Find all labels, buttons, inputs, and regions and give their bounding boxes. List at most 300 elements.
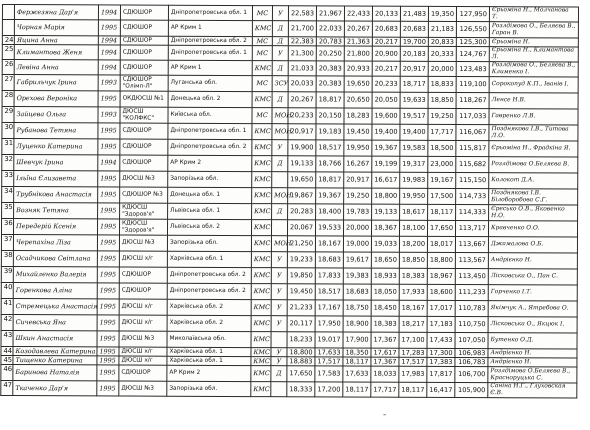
organization-cell: ОКДЮСШ №1: [120, 91, 168, 107]
athlete-name-cell: Стремецька Анастасія: [13, 299, 97, 315]
organization-cell: СДЮШОР "Олімп-Л": [120, 75, 168, 91]
score-1-cell: 17,650: [287, 366, 315, 382]
total-score-cell: 127,950: [456, 6, 489, 21]
total-score-cell: 111,233: [455, 284, 488, 300]
row-number-cell: 26: [2, 60, 14, 75]
athlete-name-cell: Горенкова Аліна: [13, 283, 97, 299]
score-2-cell: 17,950: [315, 316, 343, 332]
region-cell: Донецька обл. 2: [168, 91, 252, 107]
region-cell: АР Крим 1: [168, 20, 252, 36]
birth-year-cell: 1995: [98, 187, 120, 203]
athlete-name-cell: Трубнікова Анастасія: [14, 187, 98, 203]
score-1-cell: 18,800: [287, 348, 315, 357]
score-2-cell: 20,383: [316, 76, 344, 92]
score-2-cell: 20,150: [316, 108, 344, 124]
score-5-cell: 19,583: [400, 140, 428, 156]
rank-cell: КМС: [252, 156, 272, 172]
score-6-cell: 17,183: [427, 316, 455, 332]
score-6-cell: 17,383: [427, 357, 455, 366]
athlete-name-cell: Зайцева Ольга: [14, 107, 98, 123]
athlete-name-cell: Левіна Анна: [14, 60, 98, 75]
score-3-cell: 19,950: [344, 140, 372, 156]
coach-cell: Бутенко О.Д.: [488, 333, 577, 349]
score-6-cell: 18,833: [428, 76, 456, 92]
coach-cell: Єрьоміна Н., Фрадкіна Я.: [489, 141, 578, 157]
athlete-name-cell: Чорная Марія: [14, 20, 98, 36]
score-1-cell: 21,233: [287, 300, 315, 316]
score-2-cell: 20,783: [316, 37, 344, 46]
total-score-cell: 117,033: [456, 108, 489, 124]
score-4-cell: 19,033: [371, 236, 399, 252]
score-4-cell: 17,617: [371, 348, 399, 357]
score-6-cell: 18,967: [427, 268, 455, 284]
row-number-cell: 44: [1, 346, 13, 355]
birth-year-cell: 1995: [98, 203, 120, 219]
total-score-cell: 125,300: [456, 37, 489, 46]
score-1-cell: 18,233: [287, 332, 315, 348]
athlete-name-cell: Фержезяна Дар'я: [14, 5, 98, 20]
athlete-name-cell: Передерій Ксенія: [13, 219, 97, 235]
coach-cell: Ленсе Н.В.: [489, 93, 578, 109]
athlete-name-cell: Габрильчук Ірина: [14, 75, 98, 91]
score-3-cell: 18,117: [343, 382, 371, 397]
region-cell: Дніпропетровська обл. 2: [168, 36, 252, 45]
score-4-cell: 20,233: [372, 76, 400, 92]
category-cell: Д: [272, 204, 288, 220]
score-5-cell: 18,217: [399, 316, 427, 332]
score-3-cell: 19,000: [343, 236, 371, 252]
region-cell: Миколаївська обл.: [167, 331, 251, 347]
row-number-cell: 35: [2, 203, 14, 219]
organization-cell: СДЮШОР: [120, 36, 168, 45]
score-3-cell: 19,250: [344, 188, 372, 204]
score-5-cell: 17,283: [399, 348, 427, 357]
category-cell: У: [271, 357, 287, 366]
category-cell: [272, 172, 288, 188]
category-cell: [271, 382, 287, 397]
birth-year-cell: 1995: [97, 331, 119, 347]
region-cell: Харківська обл. 1: [167, 356, 251, 365]
score-5-cell: 19,983: [400, 172, 428, 188]
rank-cell: КМС: [251, 332, 271, 348]
coach-cell: Єрьоміна Н., Климантова Л.: [489, 47, 578, 62]
athlete-name-cell: Яцина Анна: [14, 36, 98, 45]
total-score-cell: 119,100: [456, 76, 489, 92]
score-1-cell: 21,033: [288, 61, 316, 76]
total-score-cell: 110,750: [455, 316, 488, 332]
region-cell: Запорізька обл.: [167, 235, 251, 251]
category-cell: Д: [271, 366, 287, 382]
score-3-cell: 19,783: [344, 204, 372, 220]
rank-cell: КМС: [251, 348, 271, 357]
score-5-cell: 18,100: [399, 220, 427, 236]
score-6-cell: 20,000: [428, 61, 456, 76]
region-cell: Луганська обл.: [168, 75, 252, 91]
score-3-cell: 17,633: [343, 366, 371, 382]
birth-year-cell: 1994: [98, 36, 120, 45]
score-3-cell: 19,383: [343, 268, 371, 284]
score-6-cell: 20,833: [428, 37, 456, 46]
rank-cell: КМС: [251, 366, 271, 382]
score-6-cell: 23,000: [428, 156, 456, 172]
organization-cell: ДЮСШ "КОЛФКС": [120, 107, 168, 123]
score-1-cell: 18,883: [287, 357, 315, 366]
score-4-cell: 20,217: [372, 61, 400, 76]
row-number-cell: 37: [1, 234, 13, 250]
region-cell: Харківська обл. 1: [167, 251, 251, 267]
score-1-cell: 19,450: [287, 284, 315, 300]
score-2-cell: 17,200: [315, 382, 343, 397]
category-cell: У: [272, 140, 288, 156]
organization-cell: СДЮШОР: [120, 45, 168, 60]
organization-cell: СДЮШОР: [119, 267, 167, 283]
score-4-cell: 18,050: [371, 284, 399, 300]
score-5-cell: 17,933: [399, 284, 427, 300]
region-cell: Львівська обл. 1: [168, 203, 252, 219]
coach-cell: Горченко І.Т.: [488, 285, 577, 301]
score-3-cell: 22,433: [344, 6, 372, 21]
score-6-cell: 18,500: [428, 140, 456, 156]
rank-cell: МС: [252, 46, 272, 61]
score-2-cell: 18,817: [316, 92, 344, 108]
score-3-cell: 17,900: [343, 332, 371, 348]
rank-cell: КМС: [252, 204, 272, 220]
total-score-cell: 114,333: [456, 204, 489, 220]
coach-cell: Єрьоміна Н.: [489, 38, 578, 47]
region-cell: Київська обл.: [168, 107, 252, 123]
score-6-cell: 18,117: [428, 204, 456, 220]
page-mark: -: [383, 410, 387, 420]
score-3-cell: 21,363: [344, 37, 372, 46]
rank-cell: КМС: [251, 300, 271, 316]
organization-cell: ДЮСШ №3: [119, 331, 167, 347]
birth-year-cell: 1994: [98, 155, 120, 171]
score-4-cell: 20,217: [372, 37, 400, 46]
total-score-cell: 116,067: [456, 124, 489, 140]
row-number-cell: 39: [1, 266, 13, 282]
score-2-cell: 17,833: [315, 268, 343, 284]
row-number-cell: 31: [2, 139, 14, 155]
score-3-cell: 20,650: [344, 92, 372, 108]
birth-year-cell: 1995: [97, 283, 119, 299]
category-cell: [271, 220, 287, 236]
athlete-name-cell: Черепахіна Ліза: [13, 235, 97, 251]
region-cell: Харківська обл. 1: [167, 347, 251, 356]
score-2-cell: 20,250: [316, 46, 344, 61]
coach-cell: Позднякова І.В., Титова Л.О.: [489, 125, 578, 141]
category-cell: ЗСУ: [272, 76, 288, 92]
rank-cell: КМС: [252, 188, 272, 204]
category-cell: У: [272, 6, 288, 21]
organization-cell: СДЮШОР: [120, 60, 168, 75]
birth-year-cell: 1993: [98, 107, 120, 123]
birth-year-cell: 1995: [97, 356, 119, 365]
score-1-cell: 20,267: [288, 92, 316, 108]
score-5-cell: 18,200: [399, 236, 427, 252]
score-1-cell: 18,333: [287, 382, 315, 397]
rank-cell: КМС: [251, 284, 271, 300]
score-1-cell: 21,250: [287, 236, 315, 252]
athlete-name-cell: Ткаченко Дар'я: [13, 381, 97, 396]
category-cell: МОН: [272, 108, 288, 124]
region-cell: Дніпропетровська обл. 1: [168, 123, 252, 139]
score-6-cell: 17,300: [427, 348, 455, 357]
region-cell: Дніпропетровська обл. 2: [167, 283, 251, 299]
organization-cell: ДЮСШ х/г: [119, 356, 167, 365]
score-1-cell: 19,233: [287, 252, 315, 268]
score-3-cell: 20,267: [344, 21, 372, 37]
total-score-cell: 105,900: [455, 382, 488, 397]
score-4-cell: 18,450: [371, 300, 399, 316]
region-cell: Дніпропетровська обл. 1: [168, 5, 252, 20]
score-2-cell: 17,517: [315, 357, 343, 366]
row-number-cell: 32: [2, 155, 14, 171]
score-4-cell: 18,367: [371, 220, 399, 236]
region-cell: Запорізька обл.: [167, 381, 251, 396]
coach-cell: Єрьоміна Н., Молчанова Т.: [489, 7, 578, 22]
score-1-cell: 19,133: [288, 156, 316, 172]
score-2-cell: 22,033: [316, 21, 344, 37]
score-5-cell: 18,383: [399, 268, 427, 284]
score-5-cell: 19,517: [400, 108, 428, 124]
score-4-cell: 18,033: [371, 366, 399, 382]
rank-cell: КМС: [252, 172, 272, 188]
score-3-cell: 18,350: [343, 348, 371, 357]
region-cell: Львівська обл. 2: [167, 219, 251, 235]
row-number-cell: 30: [2, 123, 14, 139]
organization-cell: СДЮШОР: [119, 283, 167, 299]
score-1-cell: 22,583: [288, 6, 316, 21]
row-number-cell: 40: [1, 282, 13, 298]
score-6-cell: 17,500: [428, 188, 456, 204]
coach-cell: Якімчук А., Ятребова О.: [488, 301, 577, 317]
row-number-cell: 42: [1, 314, 13, 330]
region-cell: Дніпропетровська обл. 2: [167, 267, 251, 283]
category-cell: У: [272, 46, 288, 61]
score-2-cell: 18,766: [316, 156, 344, 172]
total-score-cell: 115,682: [456, 156, 489, 172]
region-cell: Запорізька обл.: [168, 171, 252, 187]
organization-cell: ДЮСШ х/г: [119, 251, 167, 267]
total-score-cell: 124,767: [456, 46, 489, 61]
coach-cell: Розлдімова О., Беляєва В., Клименко І.: [489, 62, 578, 77]
score-2-cell: 18,167: [315, 236, 343, 252]
score-3-cell: 18,900: [343, 316, 371, 332]
rank-cell: КМС: [252, 124, 272, 140]
region-cell: Дніпропетровська обл. 1: [168, 45, 252, 60]
birth-year-cell: 1995: [97, 299, 119, 315]
score-1-cell: 21,300: [288, 46, 316, 61]
score-6-cell: 17,717: [428, 124, 456, 140]
category-cell: МОН: [272, 188, 288, 204]
score-6-cell: 17,650: [427, 220, 455, 236]
organization-cell: СДЮШОР: [120, 123, 168, 139]
score-1-cell: 20,067: [287, 220, 315, 236]
total-score-cell: 113,567: [455, 252, 488, 268]
score-2-cell: 19,183: [316, 124, 344, 140]
birth-year-cell: 1995: [97, 381, 119, 396]
rank-cell: КМС: [252, 61, 272, 76]
category-cell: [271, 332, 287, 348]
coach-cell: Кравченко О.О.: [488, 221, 577, 237]
score-2-cell: 18,683: [315, 252, 343, 268]
score-2-cell: 19,017: [315, 332, 343, 348]
score-5-cell: 18,167: [399, 300, 427, 316]
score-4-cell: 18,800: [372, 188, 400, 204]
score-1-cell: 22,383: [288, 37, 316, 46]
table-row: [1, 380, 577, 398]
score-5-cell: 19,950: [400, 188, 428, 204]
total-score-cell: 106,983: [455, 348, 488, 357]
coach-cell: Лісковська О., Якцюк І.: [488, 317, 577, 333]
score-5-cell: 19,400: [400, 124, 428, 140]
rank-cell: МС: [252, 37, 272, 46]
score-1-cell: 19,900: [288, 140, 316, 156]
coach-cell: Андрієнко Н.: [488, 358, 577, 367]
athlete-name-cell: Климантова Женя: [14, 45, 98, 60]
total-score-cell: 110,783: [455, 300, 488, 316]
score-4-cell: 20,900: [372, 46, 400, 61]
region-cell: АР Крим 2: [167, 365, 251, 381]
birth-year-cell: 1995: [98, 123, 120, 139]
athlete-name-cell: Ільїна Єлизавета: [14, 171, 98, 187]
results-table: [0, 4, 579, 399]
athlete-name-cell: Осадчикова Світлана: [13, 251, 97, 267]
row-number-cell: 24: [2, 36, 14, 45]
coach-cell: Єресько О.В., Яковенко Н.О.: [489, 205, 578, 221]
total-score-cell: 106,783: [455, 357, 488, 366]
total-score-cell: 126,550: [456, 21, 489, 37]
rank-cell: КМС: [252, 21, 272, 37]
row-number-cell: 38: [1, 250, 13, 266]
score-6-cell: 18,600: [427, 284, 455, 300]
score-5-cell: 19,317: [400, 156, 428, 172]
organization-cell: КДЮСШ "Здоров'я": [120, 203, 168, 219]
score-2-cell: 17,167: [315, 300, 343, 316]
score-4-cell: 18,933: [371, 268, 399, 284]
score-4-cell: 18,383: [371, 316, 399, 332]
score-1-cell: 19,650: [288, 172, 316, 188]
total-score-cell: 115,817: [456, 140, 489, 156]
coach-cell: Андрієнко Н.: [488, 253, 577, 269]
category-cell: Д: [272, 92, 288, 108]
coach-cell: Гавренко Л.В.: [489, 109, 578, 125]
region-cell: Дніпропетровська обл. 2: [168, 139, 252, 155]
total-score-cell: 118,267: [456, 92, 489, 108]
score-5-cell: 17,983: [399, 366, 427, 382]
coach-cell: Саніна Н.Г., Глуховская Є.В.: [488, 383, 577, 398]
coach-cell: Позднякова І.В. Білоборобова С.Г.: [489, 189, 578, 205]
organization-cell: КДЮСШ "Здоров'я": [119, 219, 167, 235]
score-2-cell: 18,400: [316, 204, 344, 220]
category-cell: У: [271, 284, 287, 300]
score-5-cell: 17,100: [399, 332, 427, 348]
category-cell: У: [271, 316, 287, 332]
birth-year-cell: 1993: [98, 75, 120, 91]
score-5-cell: 19,700: [400, 37, 428, 46]
score-5-cell: 19,633: [400, 92, 428, 108]
score-6-cell: 18,800: [427, 252, 455, 268]
score-5-cell: 20,917: [400, 61, 428, 76]
total-score-cell: 106,700: [455, 366, 488, 382]
score-3-cell: 19,617: [343, 252, 371, 268]
score-2-cell: 17,583: [315, 366, 343, 382]
total-score-cell: 114,733: [456, 188, 489, 204]
rank-cell: КМС: [252, 92, 272, 108]
score-5-cell: 20,183: [400, 46, 428, 61]
score-1-cell: 20,283: [288, 204, 316, 220]
score-1-cell: 19,867: [288, 188, 316, 204]
coach-cell: Розлдімова О.Беляєва В.: [489, 157, 578, 173]
birth-year-cell: 1994: [98, 45, 120, 60]
score-6-cell: 19,250: [428, 108, 456, 124]
birth-year-cell: 1995: [97, 251, 119, 267]
category-cell: У: [271, 300, 287, 316]
rank-cell: МС: [252, 108, 272, 124]
score-2-cell: 18,517: [315, 284, 343, 300]
rank-cell: КМС: [251, 268, 271, 284]
category-cell: Д: [272, 37, 288, 46]
score-6-cell: 18,017: [427, 236, 455, 252]
total-score-cell: 115,150: [456, 172, 489, 188]
score-3-cell: 16,267: [344, 156, 372, 172]
organization-cell: ДЮСШ х/г: [119, 299, 167, 315]
row-number-cell: 34: [2, 187, 14, 203]
row-number-cell: 29: [2, 107, 14, 123]
birth-year-cell: 1995: [97, 365, 119, 381]
coach-cell: Розлдімова О., Беляєва В., Гаран В.: [489, 22, 578, 38]
score-6-cell: 21,183: [428, 21, 456, 37]
birth-year-cell: 1995: [97, 267, 119, 283]
score-3-cell: 19,650: [344, 76, 372, 92]
organization-cell: СДЮШОР: [119, 365, 167, 381]
rank-cell: КМС: [251, 236, 271, 252]
score-4-cell: 19,600: [372, 108, 400, 124]
rank-cell: КМС: [251, 357, 271, 366]
organization-cell: ДЮСШ №3: [119, 235, 167, 251]
coach-cell: Джамалова О.Б.: [488, 237, 577, 253]
row-number-cell: 27: [2, 75, 14, 91]
score-1-cell: 21,700: [288, 21, 316, 37]
results-sheet: [0, 4, 576, 399]
category-cell: МОН: [272, 124, 288, 140]
organization-cell: СДЮШОР: [120, 5, 168, 20]
score-4-cell: 19,199: [372, 156, 400, 172]
coach-cell: Лісковська О., Пан С.: [488, 269, 577, 285]
birth-year-cell: 1995: [98, 171, 120, 187]
row-number-cell: 25: [2, 45, 14, 60]
category-cell: Д: [272, 21, 288, 37]
score-4-cell: 17,367: [371, 332, 399, 348]
athlete-name-cell: Михайленко Валерія: [13, 267, 97, 283]
birth-year-cell: 1994: [98, 60, 120, 75]
score-4-cell: 17,367: [371, 357, 399, 366]
coach-cell: Колокот Д.А.: [489, 173, 578, 189]
score-3-cell: 20,000: [343, 220, 371, 236]
rank-cell: КМС: [251, 252, 271, 268]
score-6-cell: 19,167: [428, 172, 456, 188]
rank-cell: КМС: [252, 140, 272, 156]
athlete-name-cell: Рубанова Тетяна: [14, 123, 98, 139]
category-cell: У: [271, 348, 287, 357]
score-5-cell: 18,717: [400, 76, 428, 92]
athlete-name-cell: Сичевська Яна: [13, 315, 97, 331]
birth-year-cell: 1995: [97, 315, 119, 331]
score-3-cell: 20,933: [344, 61, 372, 76]
score-6-cell: 16,417: [427, 382, 455, 397]
row-number-cell: 41: [1, 298, 13, 314]
score-1-cell: 20,117: [287, 316, 315, 332]
